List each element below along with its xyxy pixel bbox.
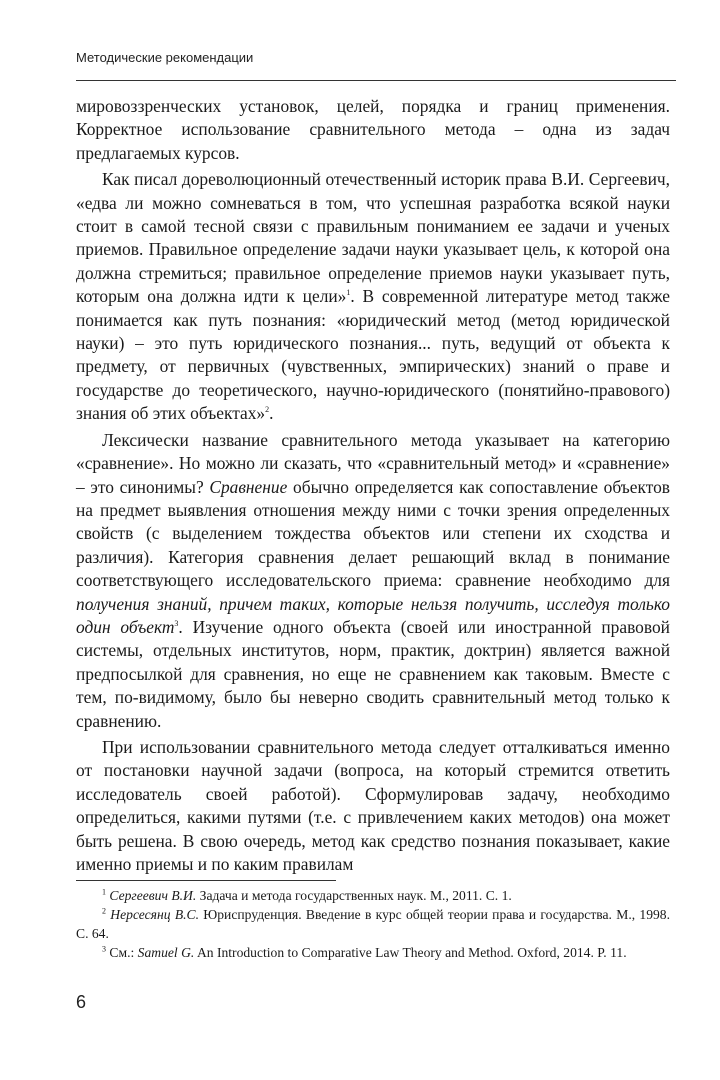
footnote-number: 2 xyxy=(102,906,106,916)
paragraph-3 xyxy=(76,429,670,733)
footnote-divider xyxy=(76,880,336,881)
paragraph-3-text-b: обычно определяется как сопоставление объектов на предмет выявления отношения между ними с точки зрения определенных свойств (с выделением тождества объектов или степени их сходства и различия). Категория сравнения делает решающий вклад в понимание соответствующего исследовательского приема: сравнение необходимо для xyxy=(76,476,670,591)
footnote-text: An Introduction to Comparative Law Theory and Method. Oxford, 2014. P. 11. xyxy=(194,945,627,960)
paragraph-1: мировоззренческих установок, целей, порядка и границ применения. Корректное использование сравнительного метода – одна из задач предлагаемых курсов. xyxy=(76,96,670,163)
paragraph-3-text-c: . Изучение одного объекта (своей или иностранной правовой системы, отдельных институтов, норм, практик, доктрин) является важной предпосылкой для сравнения, но еще не сравнением как таковым. Вместе с тем, по-видимому, было бы неверно сводить сравнительный метод только к сравнению. xyxy=(76,616,670,731)
footnote-1 xyxy=(76,886,670,905)
paragraph-3-italic-phrase: получения знаний, причем таких, которые нельзя получить, исследуя только один объект xyxy=(76,593,670,637)
footnote-ref-1: 1 xyxy=(346,288,351,298)
footnote-ref-2: 2 xyxy=(265,405,270,415)
footnote-text: Задача и метода государственных наук. М., 2011. С. 1. xyxy=(196,888,512,903)
paragraph-4: При использовании сравнительного метода следует отталкиваться именно от постановки научной задачи (вопроса, на который стремится ответить исследователь своей работой). Сформулировав задачу, необходимо определиться, какими путями (т.е. с привлечением каких методов) она может быть решена. В свою очередь, метод как средство познания показывает, какие именно приемы и по каким правилам xyxy=(76,736,670,874)
footnote-author: Samuel G. xyxy=(137,945,195,960)
paragraph-2 xyxy=(76,168,670,425)
header-divider xyxy=(76,80,676,81)
footnotes xyxy=(76,886,670,962)
footnote-2 xyxy=(76,905,670,943)
paragraph-2-text-c: . xyxy=(269,403,274,424)
footnote-number: 1 xyxy=(102,887,106,897)
paragraph-2-text-a: Как писал дореволюционный отечественный историк права В.И. Сергеевич, «едва ли можно сомневаться в том, что успешная разработка всякой науки стоит в самой тесной связи с правильным пониманием ее задачи и ученых приемов. Правильное определение задачи науки указывает цель, к которой она должна стремиться; правильное определение приемов науки указывает путь, которым она должна идти к цели» xyxy=(76,169,670,307)
footnote-text: Юриспруденция. Введение в курс общей теории права и государства. М., 1998. С. 64. xyxy=(76,907,670,941)
footnote-3 xyxy=(76,943,670,962)
running-head: Методические рекомендации xyxy=(76,50,254,65)
paragraph-3-text-a: Лексически название сравнительного метода указывает на категорию «сравнение». Но можно ли сказать, что «сравнительный метод» и «сравнение» – это синонимы? xyxy=(76,429,670,497)
footnote-number: 3 xyxy=(102,944,106,954)
footnote-author: Нерсесянц В.С. xyxy=(110,907,199,922)
footnote-author: Сергеевич В.И. xyxy=(109,888,197,903)
main-text xyxy=(76,95,670,876)
page-number: 6 xyxy=(76,992,87,1012)
paragraph-2-text-b: . В современной литературе метод также понимается как путь познания: «юридический метод (метод юридической науки) – это путь юридического познания... путь, ведущий от объекта к предмету, от первичных (чувственных, эмпирических) знаний о праве и государстве до теоретического, научно-юридического (понятийно-правового) знания об этих объектах» xyxy=(76,286,670,424)
footnote-ref-3: 3 xyxy=(174,619,179,629)
paragraph-3-italic-term: Сравнение xyxy=(209,476,288,497)
footnote-prefix: См.: xyxy=(109,945,138,960)
